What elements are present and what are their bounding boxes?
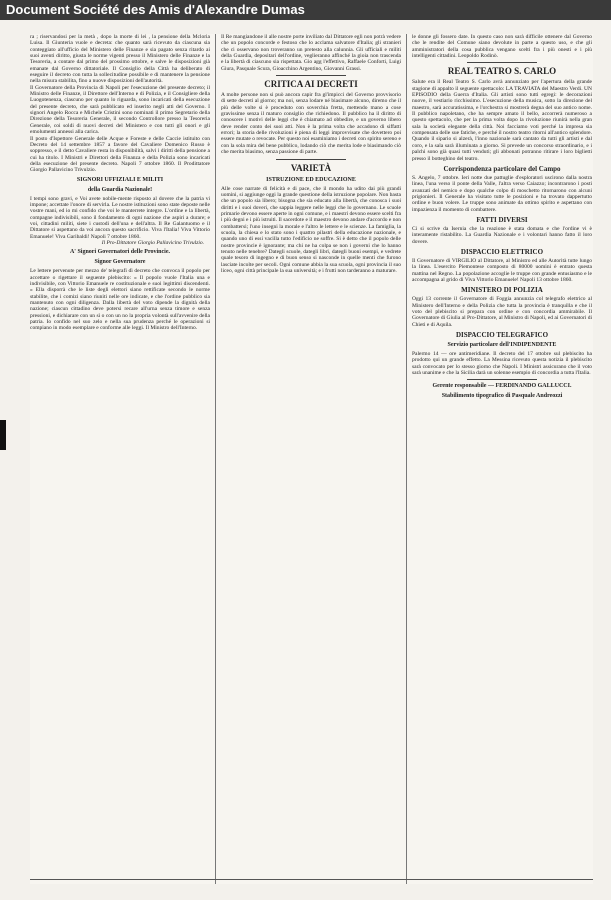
column-3-heading-3: FATTI DIVERSI	[476, 215, 528, 224]
scan-edge-mark	[0, 420, 6, 450]
column-1-heading-1b: della Guardia Nazionale!	[87, 186, 153, 193]
column-1-heading-2b: Signor Governatore	[94, 259, 146, 266]
column-3-text-e: Il Governatore di VIRGILIO al Dittatore, al Ministro ed alle Autorità tutte lungo la linea. L'esercito Piemontese composto di 80000 uomini è entrato questa mattina nel Regno. La popolazione accoglie le truppe con grande entusiasmo e le accompagna al grido di Viva Vittorio Emanuele! Napoli 13 ottobre 1860.	[412, 257, 592, 283]
column-2	[221, 34, 401, 884]
column-1-text-b: Il Governatore della Provincia di Napoli per l'esecuzione del presente decreto; il Ministro delle Finanze, il Direttore dell'Interno e di Polizia, e il Consigliere della Luogotenenza, ciascuno per quanto lo riguarda, sono incaricati della esecuzione del presente decreto, che sarà pubblicato ed inserito negli atti del Governo. I signori Angelo Rocca e Michele Cristini sono nominati il primo Segretario della Direzione della Tesoreria Generale, il secondo Controllore presso la Tesoreria Generale, coi soldi di nuovi decreti del Ministero e con tutti gli onori e gli emolumenti annessi alla carica.	[30, 84, 210, 136]
column-3-text-c: S. Angelo, 7 ottobre. Ieri notte due pattuglie d'esploratori uscirono dalla nostra linea, l'una verso il ponte della Valle, l'altra verso Caiazzo; incontrarono i posti avanzati del nemico e dopo qualche colpo di moschetto ritornarono con alcuni prigionieri. Il Generale ha visitato tutte le posizioni e ha trovato dappertutto ordine e buon volere. Le truppe sono animate da ottimo spirito e aspettano con impazienza il momento di combattere.	[412, 174, 592, 213]
bottom-rule	[30, 879, 593, 880]
column-1-heading-1: SIGNORI UFFIZIALI E MILITI	[76, 176, 164, 183]
column-2-text-a: Il Re mangiandone il alle nostre porte inviliato dal Dittatore egli non potrà vedere che un popolo concorde e festoso che lo acclama salvatore d'Italia; gli stranieri che ci osservano non troveranno un pretesto alla calunnia. Gli ufficiali e militi della Guardia, depositari dell'ordine, veglieranno affinché la gioia non trascenda e la libertà di ciascuno sia rispettata. Gio agg l'effettivo, Raffaele Conforti, Luigi Giura, Pasquale Scura, Gioacchino Argentino, Giovanni Grassi.	[221, 34, 401, 72]
footer-gerente: Gerente responsabile — FERDINANDO GALLUCCI.	[432, 383, 572, 390]
newspaper-page	[30, 34, 593, 884]
column-3-heading-1: REAL TEATRO S. CARLO	[447, 66, 557, 77]
column-1-text-c: Il posto d'Ispettore Generale delle Acque e Foreste e delle Caccie istituito con Decreto del 14 settembre 1857 a favore del Cavaliere Domenico Russo è soppresso, e il detto Cavaliere resta in disponibilità, salvi i diritti della pensione a cui ha titolo. I Ministri e Direttori della Finanza e della Polizia sono incaricati della esecuzione del presente decreto. Napoli 7 ottobre 1860. Il Prodittatore Giorgio Pallavicino Trivulzio.	[30, 135, 210, 174]
column-2-heading-2b: ISTRUZIONE ED EDUCAZIONE	[266, 176, 356, 183]
footer-printer: Stabilimento tipografico di Pasquale Andreozzi	[441, 393, 563, 400]
column-1-text-e: Le lettere pervenute per mezzo de' telegrafi dì decreto che convoca il popolo per accettare o rigettare il seguente plebiscito: « Il popolo vuole l'Italia una e indivisibile, con Vittorio Emanuele re costituzionale e suoi legittimi discendenti. » Ella disporrà che le liste degli elettori siano rettificate secondo le norme stabilite, che i comizi siano riuniti nelle ore indicate, e che l'ordine pubblico sia mantenuto con ogni diligenza. Dalla libertà del voto dipende la dignità della nazione; ciascun cittadino deve potersi recare all'urna senza timore e senza pressioni, e dichiarare con un sì o con un no la propria volontà sull'avvenire della patria. Io confido nel suo zelo e nella sua prudenza perché le operazioni si compiano in modo esemplare e conforme alle leggi. Il Ministro dell'Interno.	[30, 268, 210, 332]
column-1-text-a: ra ; riservandosi per la metà , dopo la morte di lei , la pensione della Mcloria Luisa. Il Giunteria vuole e decreta: che quanto sarà ricevuto da ciascuna sia conteggiato all'ufficio del Ministero delle Finanze e sia pagato senza ritardo ai suoi aventi diritto, giusta le norme vigenti presso il Ministero delle Finanze e la Tesoreria, a contare dal primo del prossimo ottobre, e salve le disposizioni già emanate dal Governo dittatoriale. Il Consiglio della Città ha deliberato di eseguire il decreto con tutta la sollecitudine possibile e di mantenere la pensione nella misura stabilita, fino a nuove disposizioni dell'autorità.	[30, 34, 210, 85]
separator	[276, 159, 346, 160]
column-3-text-f: Oggi 13 corrente il Governatore di Foggia annunzia col telegrafo elettrico al Ministero dell'Interno e della Polizia che tutta la provincia è tranquilla e che il voto del plebiscito si prepara con ordine e con concordia ammirabile. Il Governatore di Giulia al Pro-Dittatore, al Ministro di Napoli, ed ai Governatori di Chieti e di Aquila.	[412, 296, 592, 328]
window-title-bar	[0, 0, 611, 20]
column-3	[412, 34, 592, 884]
column-3-heading-4: DISPACCIO ELETTRICO	[460, 247, 544, 256]
column-2-heading-2: VARIETÀ	[290, 162, 332, 173]
column-rule-2	[406, 34, 407, 884]
column-3-text-a: le donne gli fossero date. In questo caso non sarà difficile ottenere dal Governo che le rendite del Comune siano devolute in parte a questo uso, e che gli amministratori della cosa pubblica vengano scelti fra i più onesti e i più intelligenti cittadini. Leopoldo Rodinò.	[412, 34, 592, 60]
column-1-heading-2: A' Signori Governatori delle Provincie.	[69, 249, 171, 256]
separator	[276, 75, 346, 76]
column-3-heading-6b: Servizio particolare dell'INDIPENDENTE	[447, 342, 557, 349]
column-rule-1	[215, 34, 216, 884]
column-2-heading-1: CRITICA AI DECRETI	[264, 79, 358, 90]
column-3-text-d: Ci si scrive da Isernia che la reazione è stata domata e che l'ordine vi è interamente ristabilito. La Guardia Nazionale e i volontari hanno fatto il loro dovere.	[412, 225, 592, 245]
column-1	[30, 34, 210, 884]
column-3-heading-5: MINISTERO DI POLIZIA	[461, 286, 543, 295]
separator	[467, 379, 537, 380]
window-title: Document Société des Amis d'Alexandre Dumas	[6, 2, 305, 17]
column-1-text-d: I tempi sono gravi, e Voi avete nobile-mente risposto al dovere che la patria vi impone; accettate l'onore di servirla. Le nostre istituzioni sono state deposte nelle vostre mani, ed io mi confido che voi le manterrete integre. L'ordine e la libertà, compagne indivisibili, sono il fondamento di ogni nazione che aspiri a durare; e voi, cittadini militi, siete i custodi dell'una e dell'altra. Il Re Galantuomo e il Dittatore si aspettano da voi ancora questo sacrificio. Viva l'Italia! Viva Vittorio Emanuele! Viva Garibaldi! Napoli 7 ottobre 1860.	[30, 195, 210, 240]
column-3-text-b: Salute era il Real Teatro S. Carlo avrà annunziato per l'apertura della grande stagione di appalto il seguente spettacolo: LA TRAVIATA del Maestro Verdi. UN EPISODIO della Guerra d'Italia. Gli artisti sono tutti egregi: le decorazioni nuove, il vestiario ricchissimo. L'esecuzione della musica, sotto la direzione del maestro, sarà accuratissima, e l'orchestra si mostrerà degna del suo antico nome. Il pubblico napoletano, che ha sempre amato il bello, accorrerà numeroso a questo spettacolo, che per la prima volta dopo la rivoluzione riunirà nella gran sala la società elegante della città. Noi facciamo voti perché la impresa sia compensata delle sue fatiche, e perché il nostro teatro ritorni all'antico splendore. Quando il sipario si alzerà, l'inno nazionale sarà cantato da tutti gli artisti e dal coro, e la sala sarà illuminata a giorno. Si prevede un concorso straordinario, e i palchi sono già quasi tutti venduti; gli abbonati potranno ritirare i loro biglietti presso il botteghino del teatro.	[412, 79, 592, 162]
column-2-text-b: A molte persone non si può ancora capir fra gl'impicci del Governo provvisorio di sette decreti al giorno; ma noi, senza lodare né biasimare alcuno, diremo che il più delle volte si è proceduto con soverchia fretta, mettendo mano a cose gravissime senza il maturo consiglio che richiedono. Il pubblico ha il diritto di conoscere i motivi delle leggi che è chiamato ad obbedire, e un governo libero deve render conto dei suoi atti. Non è la prima volta che accadono di siffatti errori; la storia delle rivoluzioni è piena di leggi improvvisate che dovettero poi essere mutate o revocate. Per questo noi esaminiamo i decreti con spirito sereno e con la sola mira del bene pubblico, lodando ciò che merita lode e biasimando ciò che merita biasimo, senza passione di parte.	[221, 92, 401, 156]
column-3-heading-6: DISPACCIO TELEGRAFICO	[455, 331, 549, 340]
separator	[467, 62, 537, 63]
column-1-signature-1: Il Pro-Dittatore Giorgio Pallavicino Trivulzio.	[101, 239, 204, 246]
column-3-text-g: Palermo 14 — ore antimeridiane. Il decreto del 17 ottobre sul plebiscito ha prodotto qui un grande effetto. La Messina ricevuto questa notizia il plebiscito sarà convocato per lo stesso giorno che Napoli. I Ministri assicurano che il voto sarà unanime e che la Sicilia darà un solenne esempio di concordia a tutta l'Italia.	[412, 351, 592, 377]
column-2-text-c: Alle cose narrate di felicità e di pace, che il mondo ha udito dai più grandi uomini, si aggiunge oggi la grande questione della istruzione popolare. Non basta che un popolo sia libero; bisogna che sia educato alla libertà, che conosca i suoi diritti e i suoi doveri, che sappia leggere nelle leggi che lo governano. Le scuole primarie devono essere aperte in ogni comune, e i maestri devono essere scelti fra i più degni e i più istruiti. Il sacerdote e il maestro devono andare d'accordo e non combattersi; l'uno insegni la morale e l'altro le lettere e le scienze. La famiglia, la scuola, la chiesa e lo stato sono i quattro pilastri della educazione nazionale, e quando uno di essi vacilla tutto l'edificio ne soffre. Si è detto che il popolo delle nostre provincie è ignorante; ma chi ne ha colpa se non i governi che lo hanno tenuto nelle tenebre? Dategli scuole, dategli libri, dategli buoni esempi, e vedrete quale tesoro di ingegno e di buon senso si nasconde in quelle menti che furono lasciate incolte per secoli. Ogni comune abbia la sua scuola, ogni provincia il suo liceo, ogni città principale la sua università; e i frutti non tarderanno a maturare.	[221, 185, 401, 274]
column-3-heading-2: Corrispondenza particolare del Campo	[443, 164, 561, 173]
